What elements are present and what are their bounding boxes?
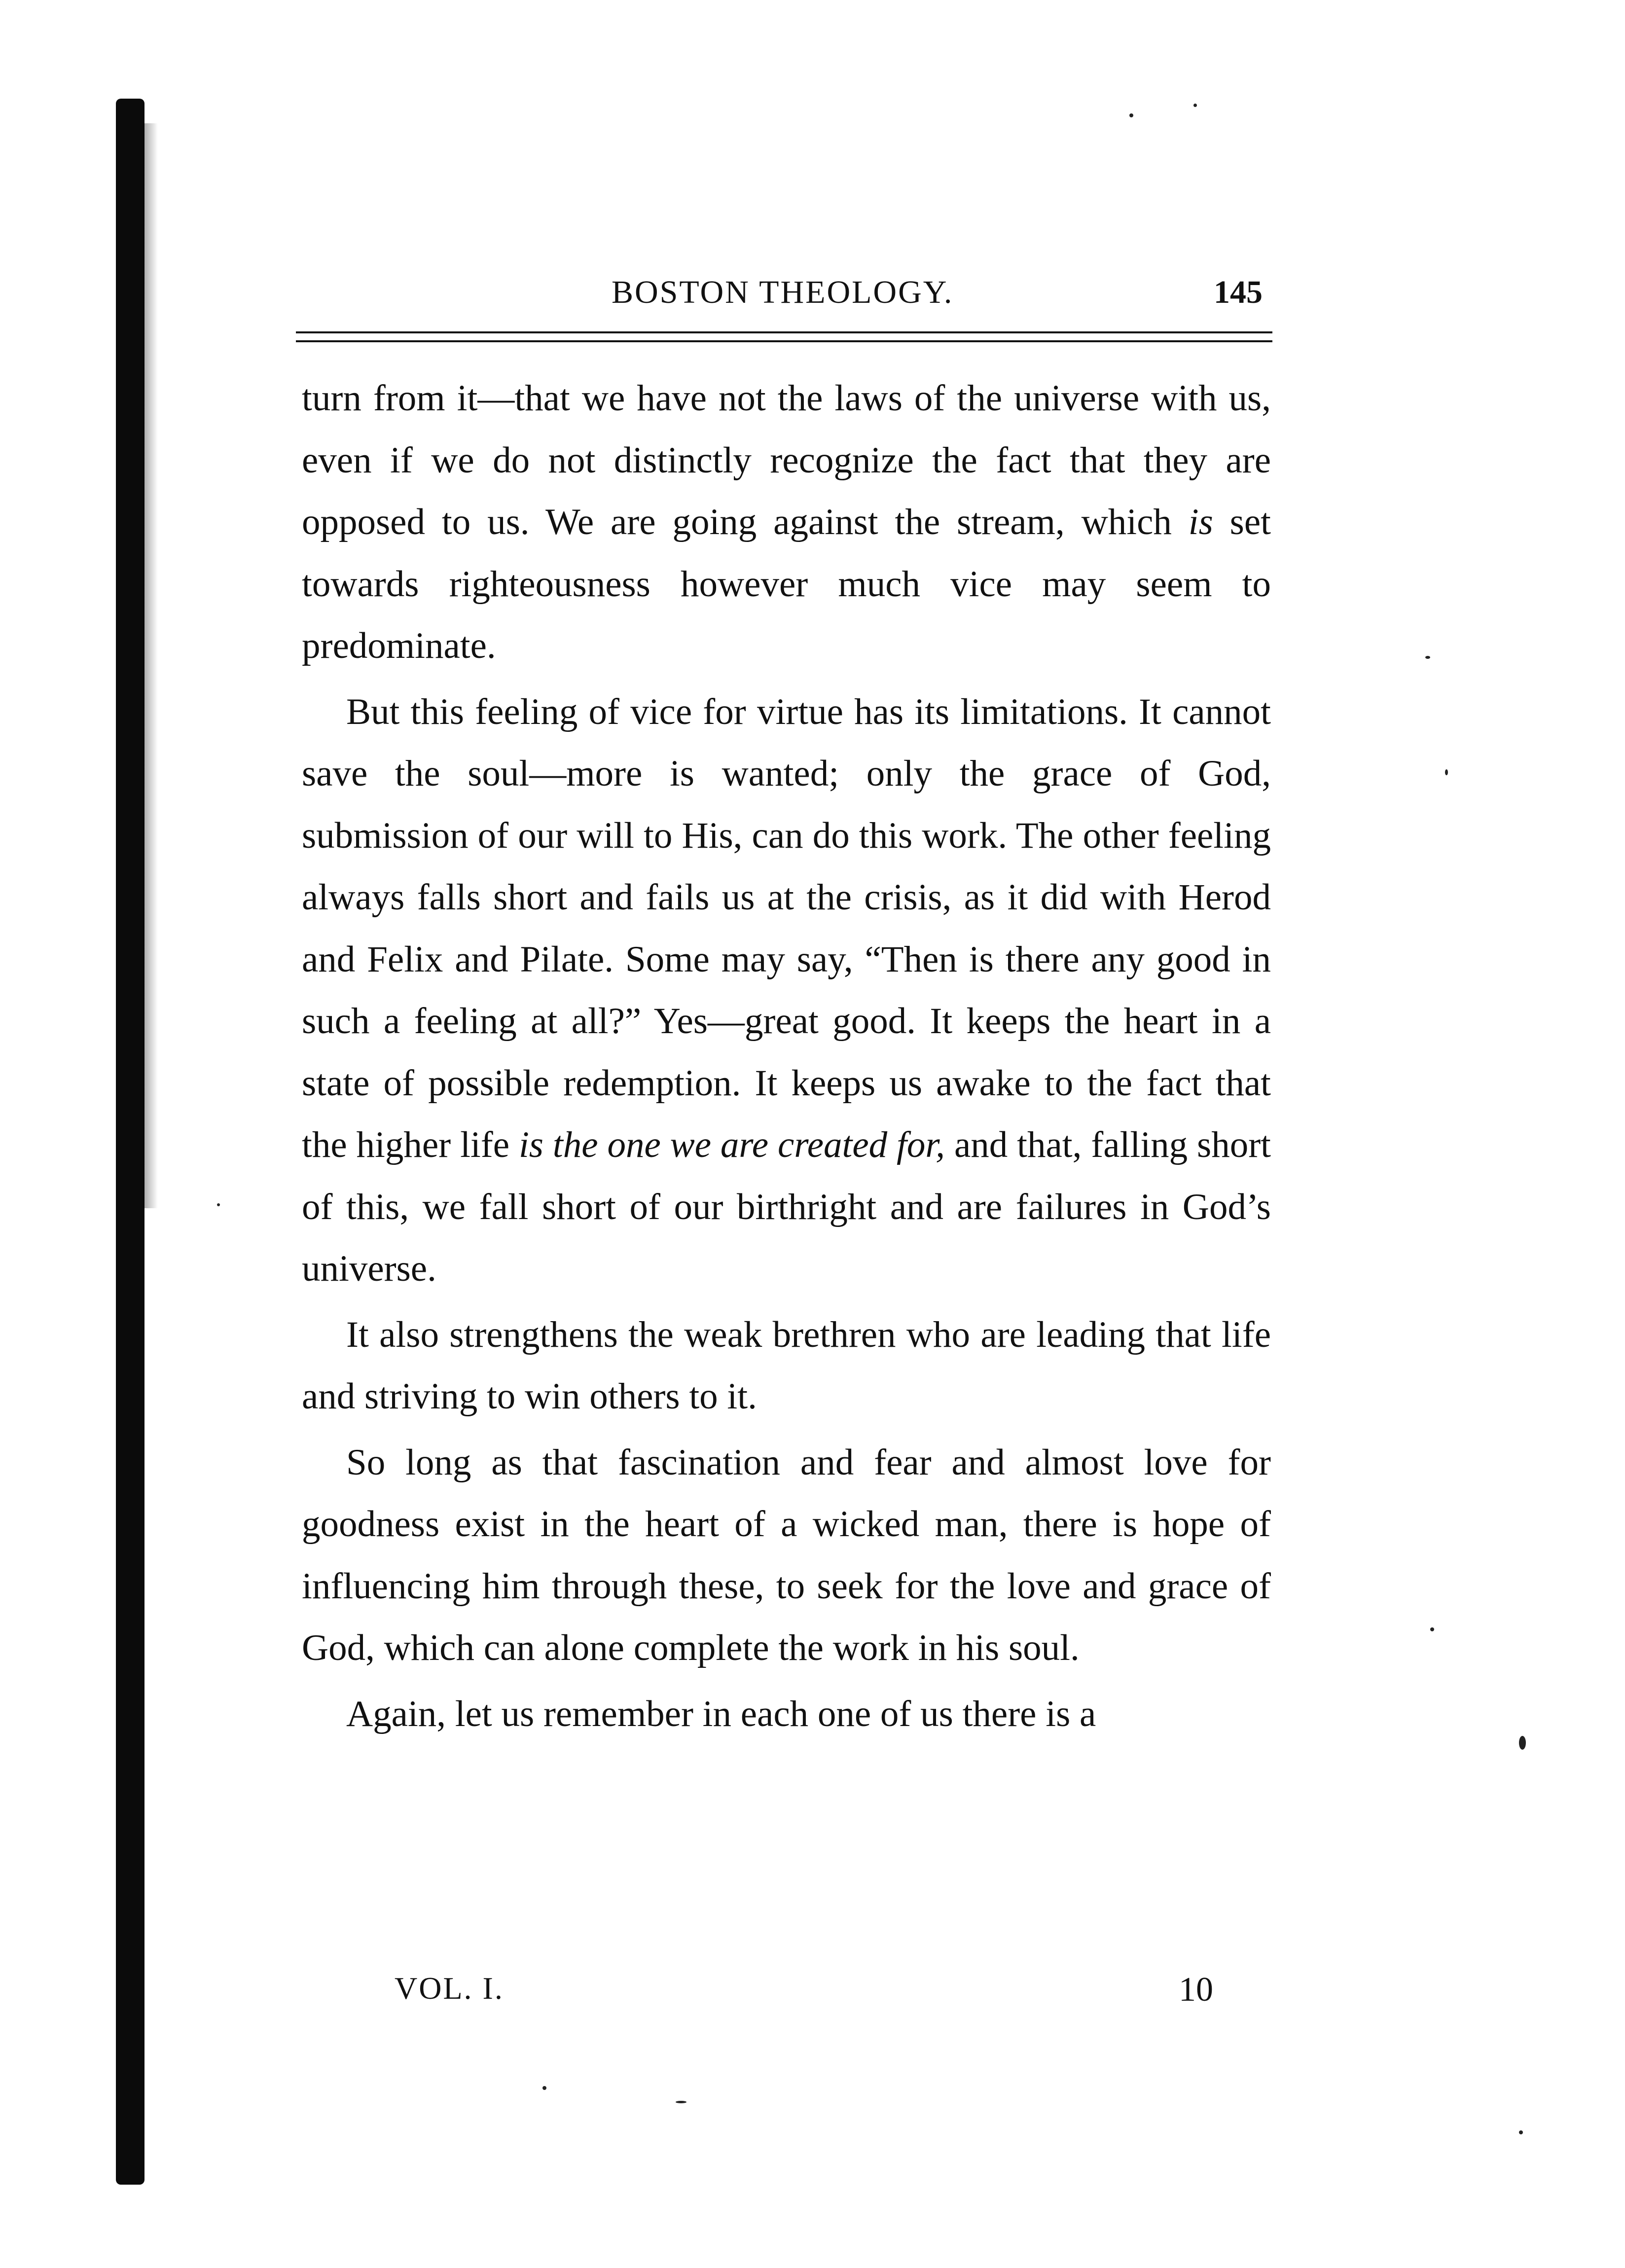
body-text <box>302 367 1271 1745</box>
paragraph-2-segment-2-italic: is the one we are created for, <box>518 1124 945 1165</box>
page-number: 145 <box>1214 274 1263 310</box>
scan-speck <box>1445 769 1448 775</box>
paragraph-5-segment-1: Again, let us remember in each one of us there is a <box>346 1693 1096 1734</box>
paragraph-5 <box>302 1683 1271 1745</box>
header-rule-top <box>296 331 1272 333</box>
scan-speck <box>1425 656 1430 659</box>
paragraph-1-segment-3: set towards righteousness however much vice may seem to predominate. <box>302 502 1271 666</box>
paragraph-3-segment-1: It also strengthens the weak brethren who are leading that life and striving to win others to it. <box>302 1314 1271 1417</box>
scan-speck <box>1519 2130 1523 2134</box>
scan-speck <box>676 2101 686 2103</box>
paragraph-3 <box>302 1304 1271 1428</box>
scan-speck <box>217 1203 220 1206</box>
paragraph-4 <box>302 1432 1271 1679</box>
scan-speck <box>542 2086 546 2090</box>
signature-number: 10 <box>1179 1971 1213 2009</box>
scan-speck <box>1519 1736 1526 1750</box>
paragraph-1-segment-1: turn from it—that we have not the laws of the universe with us, even if we do not distinctly recognize the fact that they are opposed to us. We are going against the stream, which <box>302 378 1271 542</box>
paragraph-2 <box>302 681 1271 1300</box>
page-header <box>296 274 1282 318</box>
paragraph-4-segment-1: So long as that fascination and fear and almost love for goodness exist in the heart of a wicked man, there is hope of influencing him through these, to seek for the love and grace of God, which can alone complete the work in his soul. <box>302 1441 1271 1668</box>
running-title: BOSTON THEOLOGY. <box>612 274 954 310</box>
header-rule-bottom <box>296 340 1272 342</box>
scan-speck <box>1430 1627 1434 1631</box>
page-footer <box>395 1970 1213 2015</box>
scan-speck <box>1193 104 1197 107</box>
signature-mark: VOL. I. <box>395 1971 504 2006</box>
paragraph-2-segment-1: But this feeling of vice for virtue has its limitations. It cannot save the soul—more is wanted; only the grace of God, submission of our will to His, can do this work. The other feeling always falls short and fails us at the crisis, as it did with Herod and Felix and Pilate. Some may say, “Then is there any good in such a feeling at all?” Yes—great good. It keeps the heart in a state of possible redemption. It keeps us awake to the fact that the higher life <box>302 691 1271 1165</box>
scan-speck <box>1129 113 1133 117</box>
paragraph-1-segment-2-italic: is <box>1188 502 1213 542</box>
paragraph-1 <box>302 367 1271 677</box>
binding-shadow-bar <box>116 99 144 2185</box>
binding-gradient <box>143 123 158 1208</box>
paragraph-2-segment-3: and that, falling short of this, we fall short of our birthright and are failures in God’s universe. <box>302 1124 1271 1289</box>
